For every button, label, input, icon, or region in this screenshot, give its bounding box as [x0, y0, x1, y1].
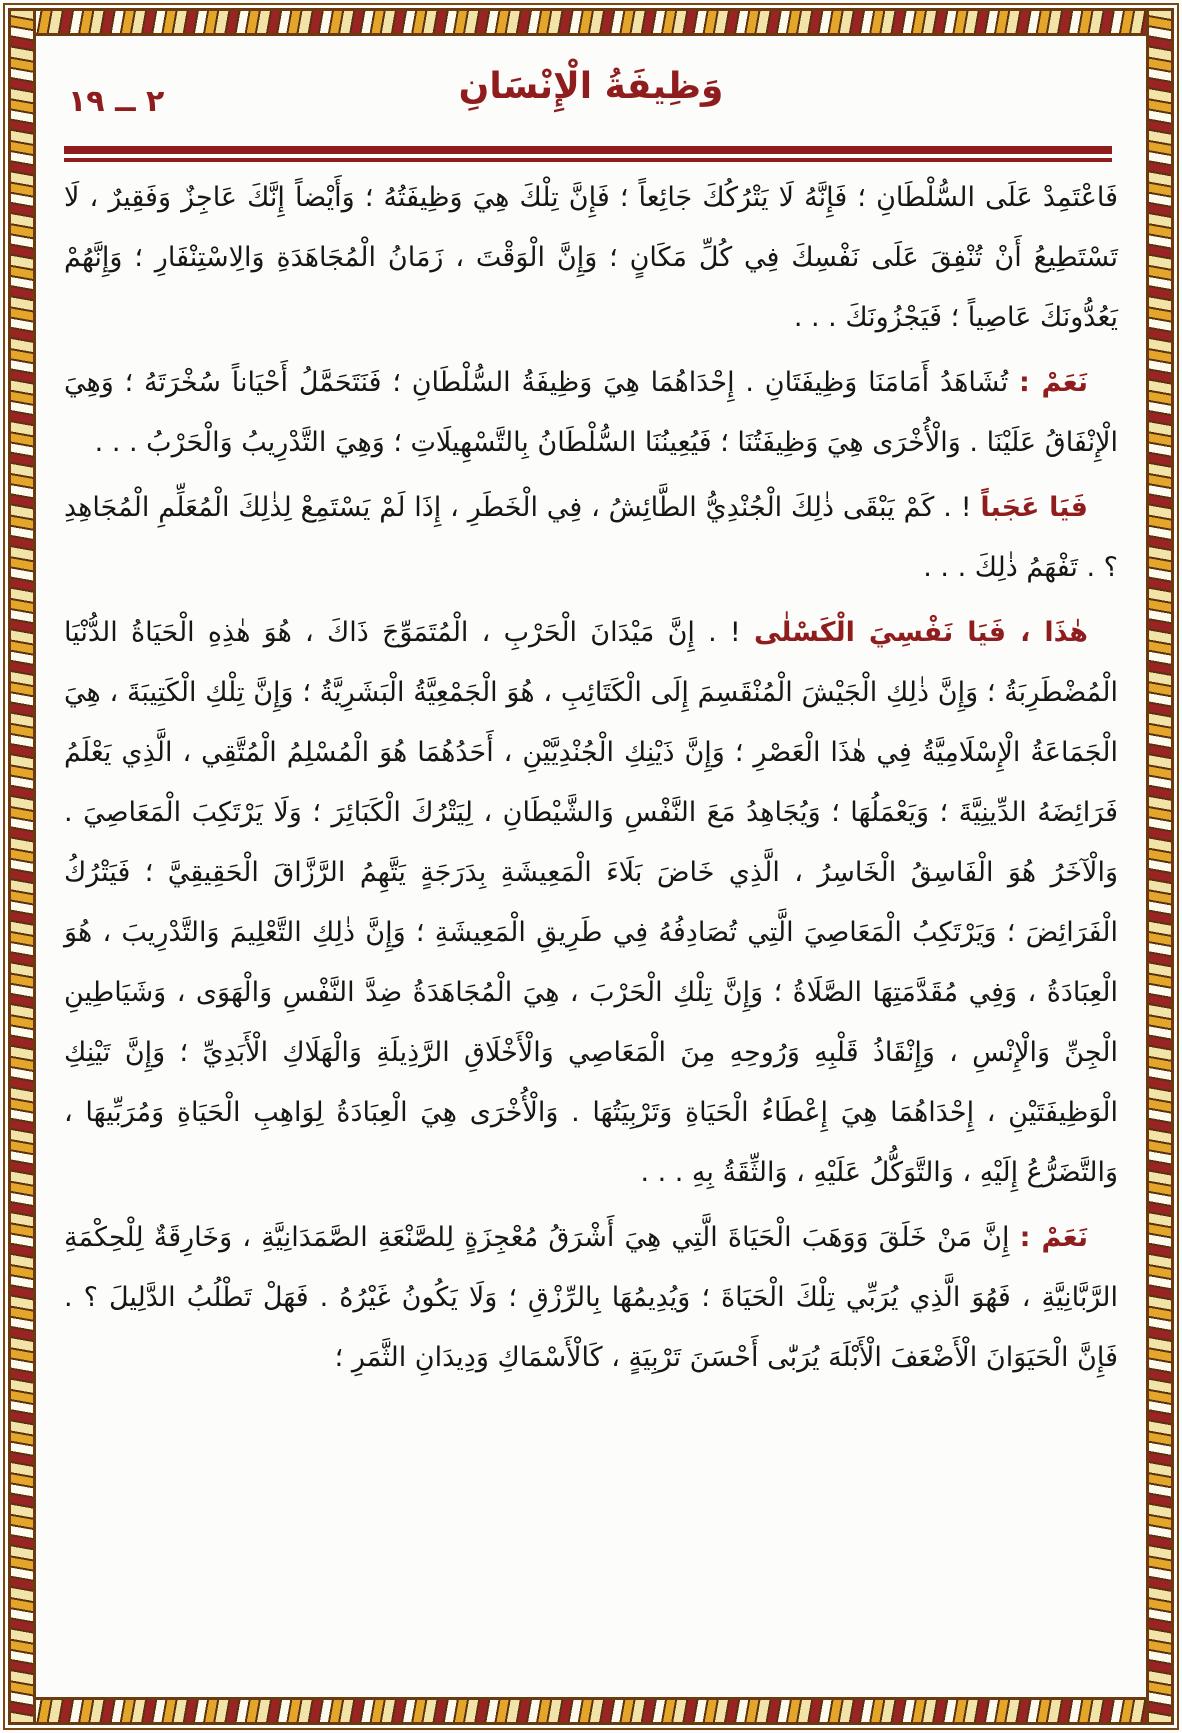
paragraph: [64, 478, 1118, 598]
chain-border-left: [8, 8, 36, 1725]
paragraph: [64, 168, 1118, 348]
paragraphs: [64, 168, 1118, 1653]
lead-word: نَعَمْ :: [1019, 367, 1089, 398]
text-segment: ! . إِنَّ مَيْدَانَ الْحَرْبِ ، الْمُتَمَوِّجَ ذَاكَ ، هُوَ هٰذِهِ الْحَيَاةُ الدُّنْيَا الْمُضْطَرِبَةُ ؛ وَإِنَّ ذٰلِكِ الْجَيْشَ الْمُنْقَسِمَ إِلَى الْكَتَائِبِ ، هُوَ الْجَمْعِيَّةُ الْبَشَرِيَّةُ ؛ وَإِنَّ تِلْكِ الْكَتِيبَةَ ، هِيَ الْجَمَاعَةُ الْإِسْلَامِيَّةُ فِي هٰذَا الْعَصْرِ ؛ وَإِنَّ ذَيْنِكِ الْجُنْدِيَّيْنِ ، أَحَدُهُمَا هُوَ الْمُسْلِمُ الْمُتَّقِي ، الَّذِي يَعْلَمُ فَرَائِضَهُ الدِّينِيَّةَ ؛ وَيَعْمَلُهَا ؛ وَيُجَاهِدُ مَعَ النَّفْسِ وَالشَّيْطَانِ ، لِيَتْرُكَ الْكَبَائِرَ ؛ وَلَا يَرْتَكِبَ الْمَعَاصِيَ . وَالْآخَرُ هُوَ الْفَاسِقُ الْخَاسِرُ ، الَّذِي خَاضَ بَلَاءَ الْمَعِيشَةِ بِدَرَجَةٍ يَتَّهِمُ الرَّزَّاقَ الْحَقِيقِيَّ ؛ فَيَتْرُكُ الْفَرَائِضَ ؛ وَيَرْتَكِبُ الْمَعَاصِيَ الَّتِي تُصَادِفُهُ فِي طَرِيقِ الْمَعِيشَةِ ؛ وَإِنَّ ذٰلِكِ التَّعْلِيمَ وَالتَّدْرِيبَ ، هُوَ الْعِبَادَةُ ، وَفِي مُقَدَّمَتِهَا الصَّلَاةُ ؛ وَإِنَّ تِلْكِ الْحَرْبَ ، هِيَ الْمُجَاهَدَةُ ضِدَّ النَّفْسِ وَالْهَوَى ، وَشَيَاطِينِ الْجِنِّ وَالْإِنْسِ ، وَإِنْقَاذُ قَلْبِهِ وَرُوحِهِ مِنَ الْمَعَاصِي وَالْأَخْلَاقِ الرَّذِيلَةِ وَالْهَلَاكِ الْأَبَدِيِّ ؛ وَإِنَّ تَيْنِكِ الْوَظِيفَتَيْنِ ، إِحْدَاهُمَا هِيَ إِعْطَاءُ الْحَيَاةِ وَتَرْبِيَتُهَا . وَالْأُخْرَى هِيَ الْعِبَادَةُ لِوَاهِبِ الْحَيَاةِ وَمُرَبِّيهَا ، وَالتَّضَرُّعُ إِلَيْهِ ، وَالتَّوَكُّلُ عَلَيْهِ ، وَالثِّقَةُ بِهِ . . .: [64, 617, 1118, 1188]
text-segment: ! . كَمْ يَبْقَى ذٰلِكَ الْجُنْدِيُّ الطَّائِشُ ، فِي الْخَطَرِ ، إِذَا لَمْ يَسْتَمِعْ لِذٰلِكَ الْمُعَلِّمِ الْمُجَاهِدِ ؟ . تَفْهَمُ ذٰلِكَ . . .: [64, 492, 1118, 583]
title-divider-thick-line: [64, 146, 1112, 154]
lead-word: هٰذَا ، فَيَا نَفْسِيَ الْكَسْلٰى: [753, 617, 1089, 648]
paragraph: [64, 1208, 1118, 1388]
title-divider: [64, 146, 1112, 162]
paragraph: [64, 353, 1118, 473]
text-segment: تُشَاهَدُ أَمَامَنَا وَظِيفَتَانِ . إِحْدَاهُمَا هِيَ وَظِيفَةُ السُّلْطَانِ ؛ فَنَتَحَمَّلُ أَحْيَاناً سُخْرَتَهُ ؛ وَهِيَ الْإِنْفَاقُ عَلَيْنَا . وَالْأُخْرَى هِيَ وَظِيفَتُنَا ؛ فَيُعِينُنَا السُّلْطَانُ بِالتَّسْهِيلَاتِ ؛ وَهِيَ التَّدْرِيبُ وَالْحَرْبُ . . .: [64, 367, 1118, 458]
title-divider-thin-line: [64, 158, 1112, 162]
lead-word: فَيَا عَجَباً: [980, 492, 1088, 523]
lead-word: نَعَمْ :: [1019, 1222, 1088, 1253]
page-header: [64, 66, 1118, 146]
chain-border-bottom: [8, 1697, 1174, 1725]
text-segment: إِنَّ مَنْ خَلَقَ وَوَهَبَ الْحَيَاةَ الَّتِي هِيَ أَشْرَقُ مُعْجِزَةٍ لِلصَّنْعَةِ الصَّمَدَانِيَّةِ ، وَخَارِقَةٌ لِلْحِكْمَةِ الرَّبَّانِيَّةِ ، فَهُوَ الَّذِي يُرَبِّي تِلْكَ الْحَيَاةَ ؛ وَيُدِيمُهَا بِالرِّزْقِ ؛ وَلَا يَكُونُ غَيْرُهُ . فَهَلْ تَطْلُبُ الدَّلِيلَ ؟ . فَإِنَّ الْحَيَوَانَ الْأَضْعَفَ الْأَبْلَهَ يُرَبّٰى أَحْسَنَ تَرْبِيَةٍ ، كَالْأَسْمَاكِ وَدِيدَانِ الثَّمَرِ ؛: [64, 1222, 1118, 1373]
page-title: وَظِيفَةُ الْإِنْسَانِ: [458, 66, 724, 107]
text-segment: فَاعْتَمِدْ عَلَى السُّلْطَانِ ؛ فَإِنَّهُ لَا يَتْرُكُكَ جَائِعاً ؛ فَإِنَّ تِلْكَ هِيَ وَظِيفَتُهُ ؛ وَأَيْضاً إِنَّكَ عَاجِزٌ وَفَقِيرٌ ، لَا تَسْتَطِيعُ أَنْ تُنْفِقَ عَلَى نَفْسِكَ فِي كُلِّ مَكَانٍ ؛ وَإِنَّ الْوَقْتَ ، زَمَانُ الْمُجَاهَدَةِ وَالِاسْتِنْفَارِ ؛ وَإِنَّهُمْ يَعُدُّونَكَ عَاصِياً ؛ فَيَجْزُونَكَ . . .: [64, 182, 1118, 333]
chain-border-top: [8, 8, 1174, 36]
paragraph: [64, 603, 1118, 1203]
page-number: ٢ ــ ١٩: [68, 84, 165, 119]
chain-border-right: [1146, 8, 1174, 1725]
